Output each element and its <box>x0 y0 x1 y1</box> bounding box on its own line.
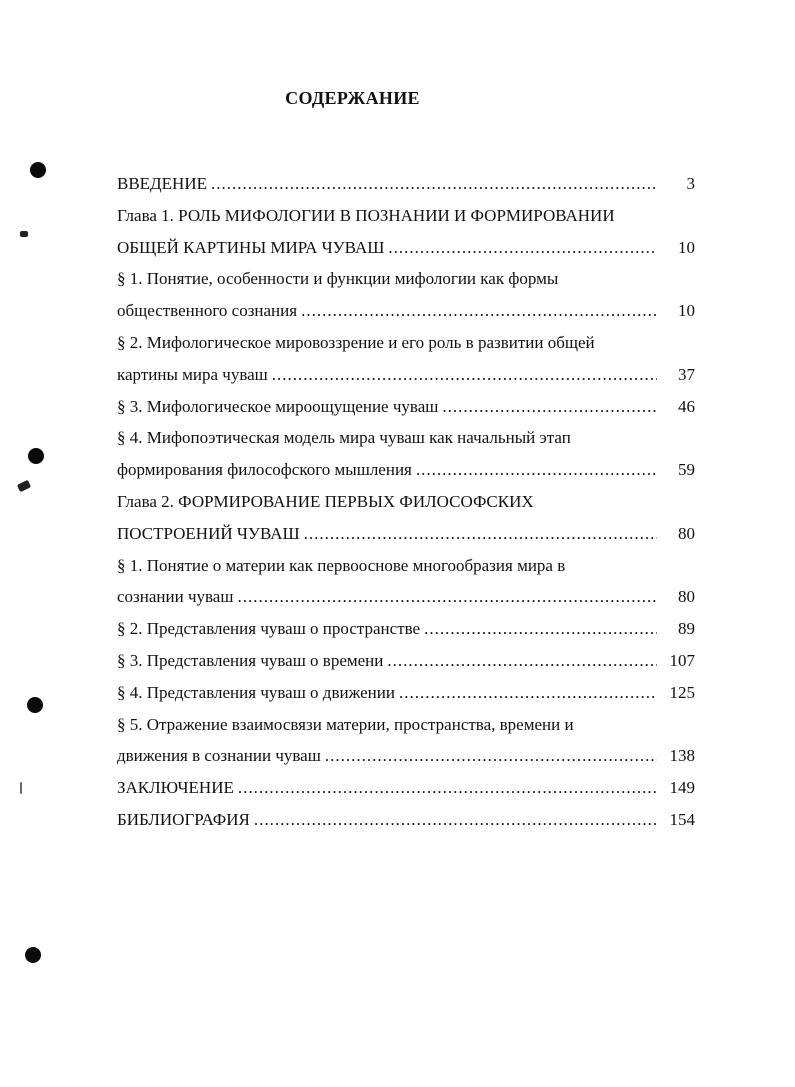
toc-entry <box>117 518 695 550</box>
toc-entry-title: § 3. Представления чуваш о времени <box>117 650 384 670</box>
toc-entry-title: § 4. Представления чуваш о движении <box>117 682 395 702</box>
toc-entry-title: § 3. Мифологическое мироощущение чуваш <box>117 396 439 416</box>
toc-heading-line: § 5. Отражение взаимосвязи материи, пространства, времени и <box>117 714 574 734</box>
toc-page-number: 3 <box>686 174 695 193</box>
toc-page-number: 80 <box>678 587 695 607</box>
toc-entry-title: ПОСТРОЕНИЙ ЧУВАШ <box>117 523 300 543</box>
toc-entry <box>117 804 695 836</box>
toc-heading-line: § 2. Мифологическое мировоззрение и его роль в развитии общей <box>117 332 595 352</box>
toc-leader-dots <box>399 677 657 709</box>
toc-leader-dots <box>416 454 657 486</box>
toc-heading-line: Глава 2. ФОРМИРОВАНИЕ ПЕРВЫХ ФИЛОСОФСКИХ <box>117 491 534 511</box>
binder-hole-4 <box>25 947 41 963</box>
toc-entry-title: ВВЕДЕНИЕ <box>117 174 207 193</box>
toc-leader-dots <box>442 391 657 423</box>
toc-entry-title: БИБЛИОГРАФИЯ <box>117 809 250 829</box>
toc-entry <box>117 645 695 677</box>
toc-page-number: 107 <box>669 650 695 670</box>
table-of-contents <box>117 168 695 836</box>
toc-entry-title: ЗАКЛЮЧЕНИЕ <box>117 778 234 798</box>
toc-leader-dots <box>304 518 657 550</box>
toc-entry-title: ОБЩЕЙ КАРТИНЫ МИРА ЧУВАШ <box>117 237 385 257</box>
toc-page-number: 138 <box>669 746 695 766</box>
toc-entry-title: сознании чуваш <box>117 587 234 607</box>
toc-page-number: 59 <box>678 460 695 480</box>
toc-entry-title: общественного сознания <box>117 301 298 321</box>
scan-speck-2 <box>17 480 31 492</box>
toc-entry <box>117 391 695 423</box>
scan-speck-1 <box>20 231 28 237</box>
toc-entry <box>117 581 695 613</box>
binder-hole-3 <box>27 697 43 713</box>
toc-leader-dots <box>272 359 657 391</box>
toc-page-number: 154 <box>669 809 695 829</box>
binder-hole-1 <box>30 162 46 178</box>
toc-entry-title: картины мира чуваш <box>117 364 268 384</box>
toc-entry <box>117 613 695 645</box>
toc-entry <box>117 359 695 391</box>
binder-hole-2 <box>28 448 44 464</box>
scan-speck-3 <box>20 782 22 794</box>
toc-entry-title: формирования философского мышления <box>117 460 412 480</box>
toc-page-number: 125 <box>669 682 695 702</box>
toc-leader-dots <box>388 232 657 264</box>
toc-leader-dots <box>325 740 657 772</box>
toc-entry <box>117 168 695 200</box>
toc-heading-line: Глава 1. РОЛЬ МИФОЛОГИИ В ПОЗНАНИИ И ФОРМИРОВАНИИ <box>117 205 615 225</box>
toc-page-number: 37 <box>678 364 695 384</box>
toc-leader-dots <box>238 772 657 804</box>
toc-heading-line: § 4. Мифопоэтическая модель мира чуваш как начальный этап <box>117 428 571 448</box>
toc-entry <box>117 740 695 772</box>
toc-leader-dots <box>254 804 657 836</box>
toc-entry <box>117 772 695 804</box>
toc-page-number: 80 <box>678 523 695 543</box>
toc-entry <box>117 232 695 264</box>
toc-leader-dots <box>387 645 657 677</box>
toc-page-number: 149 <box>669 778 695 798</box>
toc-heading-line: § 1. Понятие о материи как первооснове многообразия мира в <box>117 555 566 575</box>
toc-leader-dots <box>211 168 657 200</box>
toc-entry <box>117 677 695 709</box>
toc-leader-dots <box>237 581 657 613</box>
toc-page-number: 10 <box>678 301 695 321</box>
toc-entry <box>117 295 695 327</box>
toc-leader-dots <box>424 613 657 645</box>
toc-page-number: 89 <box>678 619 695 639</box>
toc-page-number: 46 <box>678 396 695 416</box>
toc-page-number: 10 <box>678 237 695 257</box>
toc-entry-title: § 2. Представления чуваш о пространстве <box>117 619 421 639</box>
toc-heading-line: § 1. Понятие, особенности и функции мифологии как формы <box>117 269 559 289</box>
toc-entry-title: движения в сознании чуваш <box>117 746 321 766</box>
toc-leader-dots <box>301 295 657 327</box>
toc-entry <box>117 454 695 486</box>
page-title: СОДЕРЖАНИЕ <box>285 88 420 108</box>
